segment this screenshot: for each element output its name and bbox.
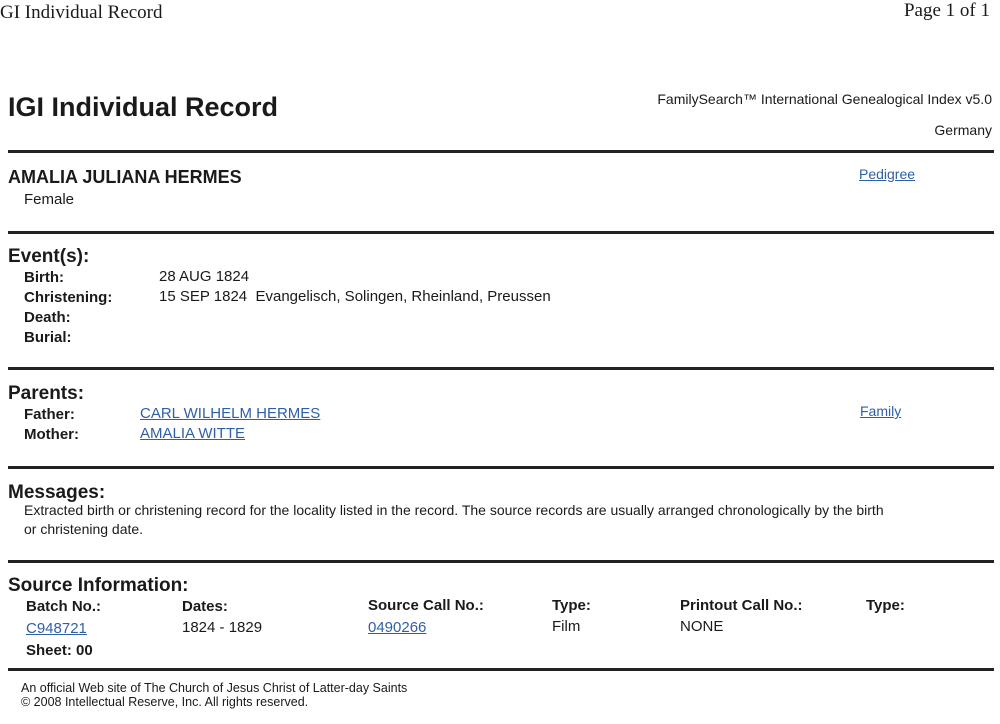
footer-copyright: © 2008 Intellectual Reserve, Inc. All rights reserved. [21, 695, 309, 709]
christening-value: 15 SEP 1824 Evangelisch, Solingen, Rheinland, Preussen [159, 288, 551, 305]
individual-sex: Female [24, 191, 75, 208]
mother-label: Mother: [24, 426, 79, 443]
message-line-2: or christening date. [24, 521, 144, 537]
birth-label: Birth: [24, 269, 64, 286]
individual-name: AMALIA JULIANA HERMES [8, 167, 242, 187]
death-label: Death: [24, 309, 71, 326]
print-header-title: GI Individual Record [0, 2, 163, 23]
christening-label: Christening: [24, 289, 113, 306]
print-header-page: Page 1 of 1 [903, 0, 990, 21]
source-call-link[interactable]: 0490266 [368, 619, 427, 636]
divider [8, 668, 994, 671]
father-label: Father: [24, 406, 75, 423]
father-link[interactable]: CARL WILHELM HERMES [140, 405, 321, 422]
source-heading: Source Information: [8, 575, 189, 596]
divider [8, 367, 994, 370]
printout-call-value: NONE [680, 618, 724, 635]
message-line-1: Extracted birth or christening record for the locality listed in the record. The source records are usually arranged chronologically by the birth [24, 502, 884, 518]
burial-label: Burial: [24, 329, 72, 346]
printout-call-label: Printout Call No.: [680, 597, 803, 614]
type-label: Type: [552, 597, 591, 614]
dates-label: Dates: [182, 598, 228, 615]
divider [8, 150, 994, 153]
pedigree-link[interactable]: Pedigree [859, 166, 916, 182]
sheet-label: Sheet: 00 [26, 642, 93, 659]
family-link[interactable]: Family [860, 403, 902, 419]
page-title: IGI Individual Record [8, 92, 279, 122]
type-value: Film [552, 618, 581, 635]
parents-heading: Parents: [8, 383, 85, 404]
footer-line-1: An official Web site of The Church of Jesus Christ of Latter-day Saints [21, 681, 408, 695]
messages-heading: Messages: [8, 482, 106, 503]
divider [8, 231, 994, 234]
publisher-name: FamilySearch™ International Genealogical Index v5.0 [657, 91, 992, 107]
dates-value: 1824 - 1829 [182, 619, 263, 636]
events-heading: Event(s): [8, 246, 90, 267]
source-call-label: Source Call No.: [368, 597, 484, 614]
birth-value: 28 AUG 1824 [159, 268, 250, 285]
publisher-region: Germany [934, 122, 992, 138]
divider [8, 466, 994, 469]
batch-link[interactable]: C948721 [26, 620, 87, 637]
mother-link[interactable]: AMALIA WITTE [140, 425, 246, 442]
batch-label: Batch No.: [26, 598, 101, 615]
divider [8, 560, 994, 563]
printout-type-label: Type: [866, 597, 905, 614]
